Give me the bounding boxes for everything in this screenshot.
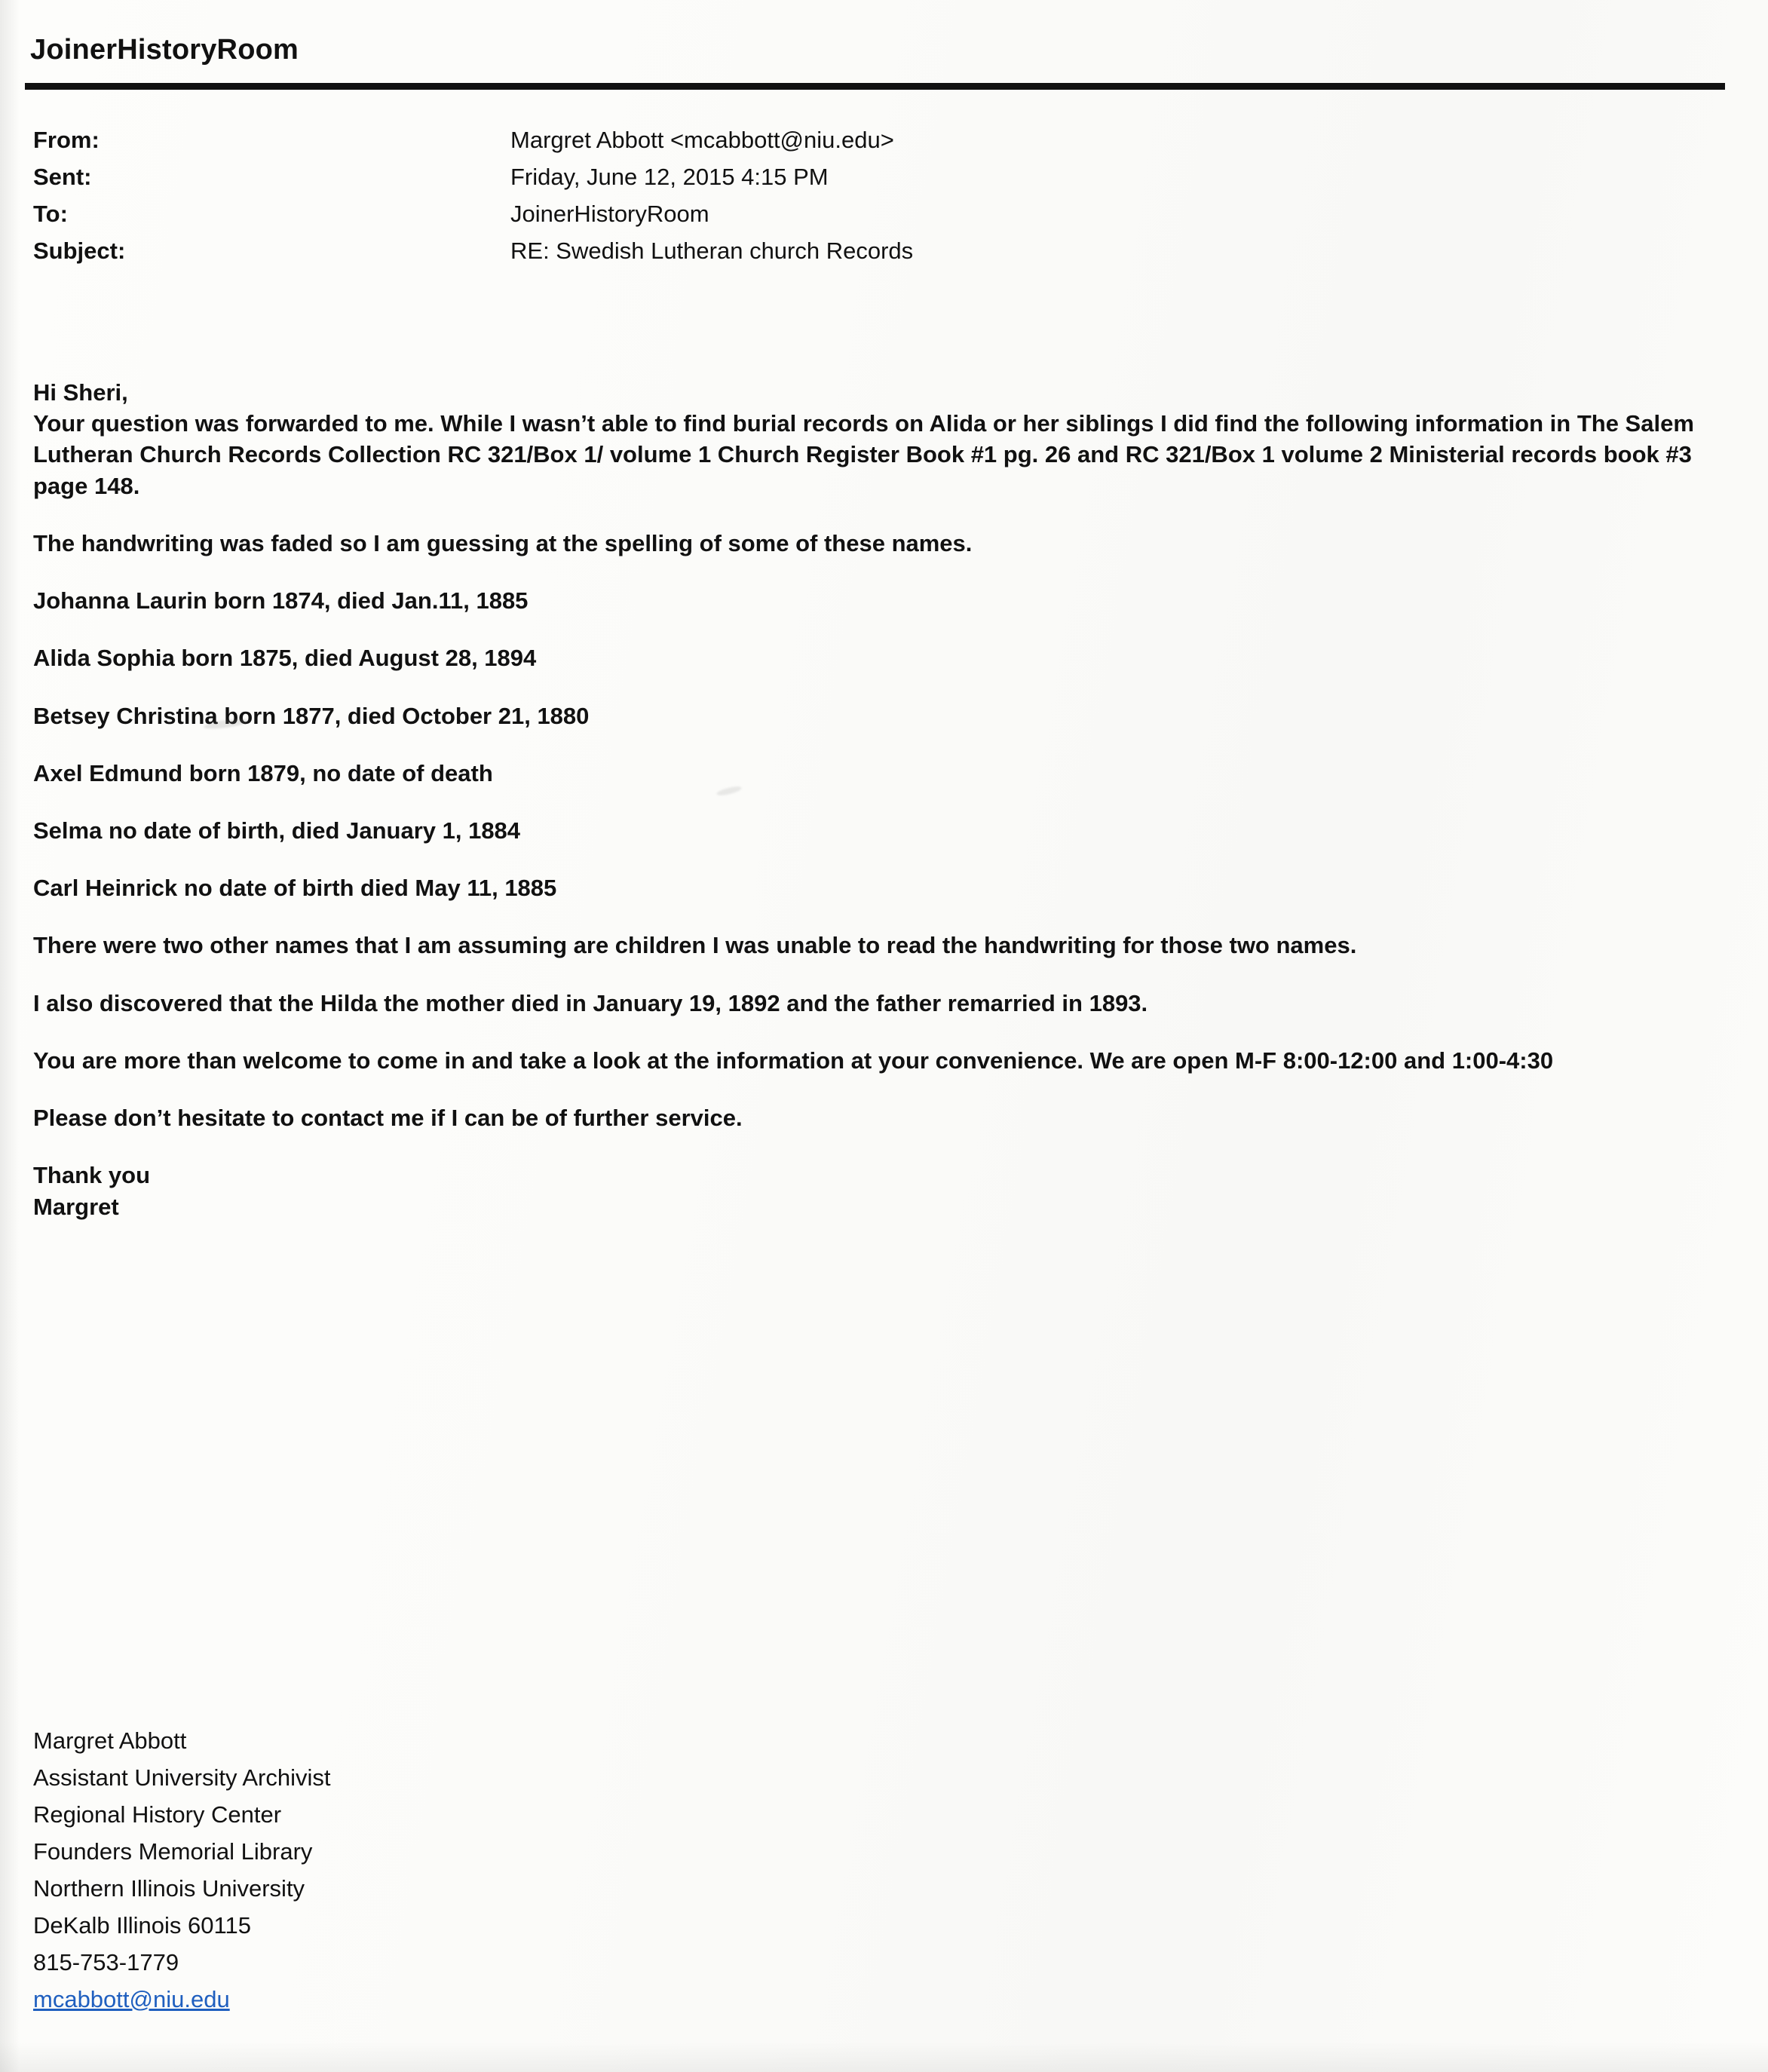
header-field-value: JoinerHistoryRoom bbox=[510, 201, 709, 227]
header-field-label: Subject: bbox=[33, 238, 126, 264]
header-field-to bbox=[33, 201, 1692, 238]
header-field-label: Sent: bbox=[33, 164, 92, 190]
email-header-fields bbox=[33, 127, 1692, 274]
header-field-sent bbox=[33, 164, 1692, 201]
record-entry: Axel Edmund born 1879, no date of death bbox=[33, 759, 493, 786]
header-divider bbox=[25, 83, 1725, 90]
body-signoff-name: Margret bbox=[33, 1193, 119, 1220]
body-thanks: Thank you bbox=[33, 1162, 151, 1189]
record-entry: Johanna Laurin born 1874, died Jan.11, 1885 bbox=[33, 587, 529, 615]
body-intro-paragraph: Your question was forwarded to me. While I wasn’t able to find burial records on Alida or her siblings I did find the following information in The Salem Lutheran Church Records Collection RC 321/Box 1/ volume 1 Church Register Book #1 pg. 26 and RC 321/Box 1 volume 2 Ministerial records book #3 page 148. bbox=[33, 410, 1694, 499]
signature-phone: 815-753-1779 bbox=[33, 1948, 179, 1975]
header-field-label: From: bbox=[33, 127, 100, 153]
record-entry: Alida Sophia born 1875, died August 28, 1894 bbox=[33, 645, 537, 672]
signature-department: Regional History Center bbox=[33, 1801, 282, 1828]
body-visit-note: You are more than welcome to come in and take a look at the information at your convenience. We are open M-F 8:00-12:00 and 1:00-4:30 bbox=[33, 1047, 1554, 1074]
signature-institution: Northern Illinois University bbox=[33, 1874, 305, 1902]
header-field-value: Friday, June 12, 2015 4:15 PM bbox=[510, 164, 829, 190]
body-handwriting-note: The handwriting was faded so I am guessing at the spelling of some of these names. bbox=[33, 529, 973, 556]
signature-email-link[interactable]: mcabbott@niu.edu bbox=[33, 1985, 230, 2012]
header-field-label: To: bbox=[33, 201, 68, 227]
body-other-names-note: There were two other names that I am assuming are children I was unable to read the handwriting for those two names. bbox=[33, 932, 1357, 959]
scan-edge-shadow bbox=[0, 0, 20, 2072]
body-closing-note: Please don’t hesitate to contact me if I can be of further service. bbox=[33, 1105, 743, 1132]
body-greeting: Hi Sheri, bbox=[33, 379, 128, 406]
header-field-subject bbox=[33, 238, 1692, 274]
header-field-from bbox=[33, 127, 1692, 164]
scan-edge-shadow bbox=[0, 2042, 1768, 2072]
signature-name: Margret Abbott bbox=[33, 1727, 187, 1754]
signature-city-state-zip: DeKalb Illinois 60115 bbox=[33, 1911, 251, 1939]
header-field-value: Margret Abbott <mcabbott@niu.edu> bbox=[510, 127, 894, 153]
signature-title: Assistant University Archivist bbox=[33, 1764, 331, 1791]
record-entry: Selma no date of birth, died January 1, 1884 bbox=[33, 817, 521, 844]
signature-building: Founders Memorial Library bbox=[33, 1838, 313, 1865]
record-entry: Carl Heinrick no date of birth died May 11, 1885 bbox=[33, 875, 557, 902]
page-title: JoinerHistoryRoom bbox=[30, 34, 299, 66]
signature-block bbox=[33, 1723, 331, 2018]
body-mother-note: I also discovered that the Hilda the mother died in January 19, 1892 and the father remarried in 1893. bbox=[33, 989, 1148, 1016]
record-entry: Betsey Christina born 1877, died October 21, 1880 bbox=[33, 702, 590, 729]
email-body bbox=[33, 377, 1714, 1249]
header-field-value: RE: Swedish Lutheran church Records bbox=[510, 238, 914, 264]
